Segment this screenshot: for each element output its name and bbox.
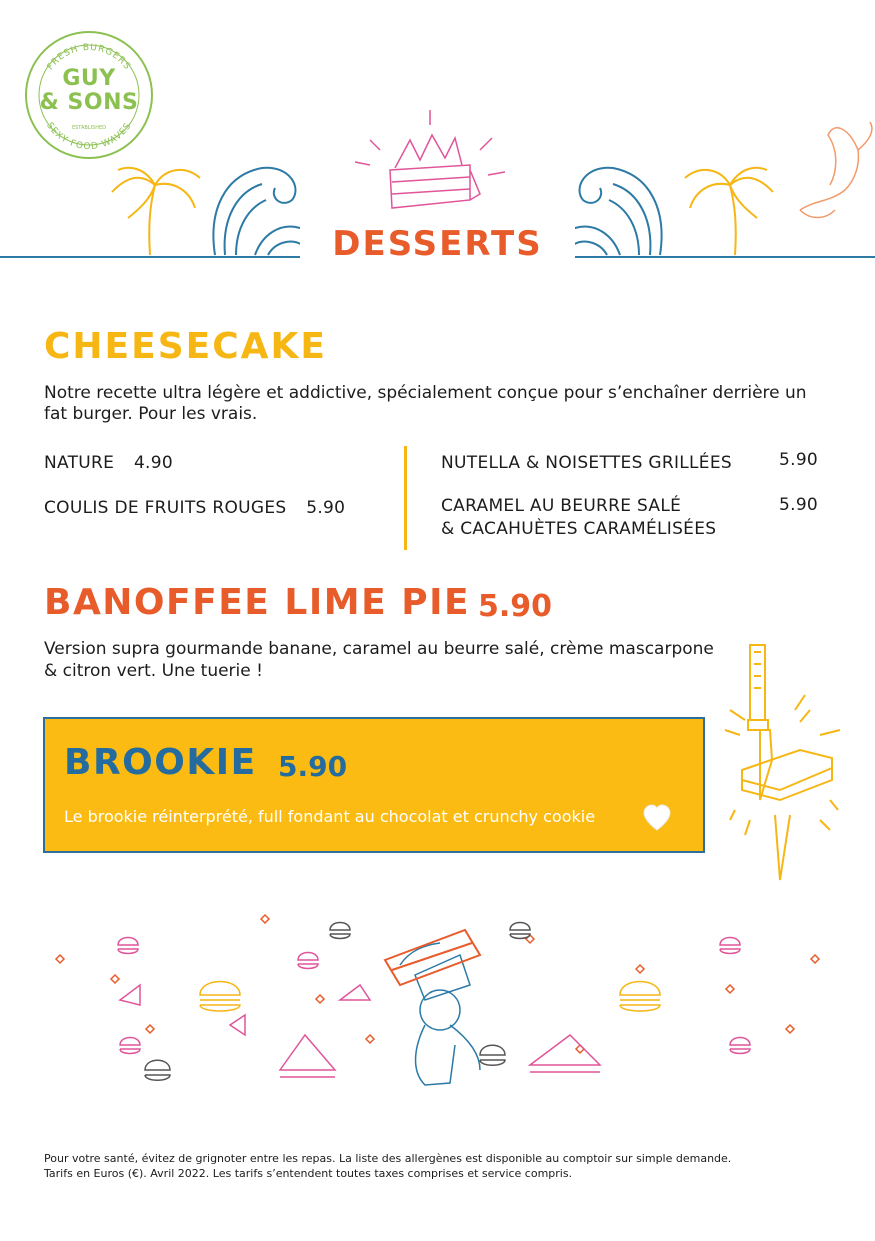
page-title: DESSERTS [300,224,575,264]
cheesecake-description-line2: fat burger. Pour les vrais. [44,404,258,424]
item-price: 4.90 [133,453,173,473]
banoffee-description-line1: Version supra gourmande banane, caramel au beurre salé, crème mascarpone [44,639,714,659]
brookie-highlight-box [43,717,705,853]
logo-line1: GUY [62,66,116,91]
cheesecake-heading: CHEESECAKE [44,326,328,367]
menu-item-nature [44,453,173,473]
logo-line2: & SONS [39,90,139,115]
palm-tree-right-icon [685,168,773,255]
legal-footer [44,1151,824,1181]
footer-line2: Tarifs en Euros (€). Avril 2022. Les tarifs s’entendent toutes taxes comprises et service compris. [44,1167,573,1180]
menu-item-nutella-price: 5.90 [779,450,819,470]
brookie-description: Le brookie réinterprété, full fondant au chocolat et crunchy cookie [64,807,596,826]
item-price: 5.90 [306,498,346,518]
brookie-price: 5.90 [278,750,348,783]
cake-icon [355,110,505,208]
knife-cake-icon [720,640,850,890]
column-divider [404,446,407,550]
sandwich-icons [120,985,600,1077]
wave-right-icon [565,168,662,255]
item-name: COULIS DE FRUITS ROUGES [44,498,287,518]
burger-grey-icons [145,923,530,1081]
footer-line1: Pour votre santé, évitez de grignoter entre les repas. La liste des allergènes est disponible au comptoir sur simple demande. [44,1152,732,1165]
menu-item-coulis [44,498,345,518]
logo-small-text: ESTABLISHED [71,125,107,131]
brookie-heading: BROOKIE [64,742,257,783]
wave-left-icon [213,168,310,255]
white-heart-icon [642,804,672,832]
menu-item-caramel-name-line2: & CACAHUÈTES CARAMÉLISÉES [441,519,717,539]
logo-top-text: FRESH BURGERS [45,42,133,73]
banoffee-heading: BANOFFEE LIME PIE [44,582,471,623]
menu-item-nutella-name: NUTELLA & NOISETTES GRILLÉES [441,453,732,473]
palm-tree-left-icon [112,168,200,255]
menu-item-caramel-name-line1: CARAMEL AU BEURRE SALÉ [441,496,682,516]
logo-bottom-text: SEXY FOOD WAVES [44,120,134,153]
item-name: NATURE [44,453,115,473]
menu-item-caramel-price: 5.90 [779,495,819,515]
banoffee-description-line2: & citron vert. Une tuerie ! [44,661,263,681]
banoffee-price: 5.90 [478,589,553,624]
cheesecake-description-line1: Notre recette ultra légère et addictive, spécialement conçue pour s’enchaîner derrière un [44,383,807,403]
bird-icon [800,122,872,218]
carried-burger-icon [385,930,480,985]
sparkles-icon [56,915,819,1053]
astronaut-burger-illustration [40,905,840,1095]
burger-yellow-icons [200,982,660,1012]
